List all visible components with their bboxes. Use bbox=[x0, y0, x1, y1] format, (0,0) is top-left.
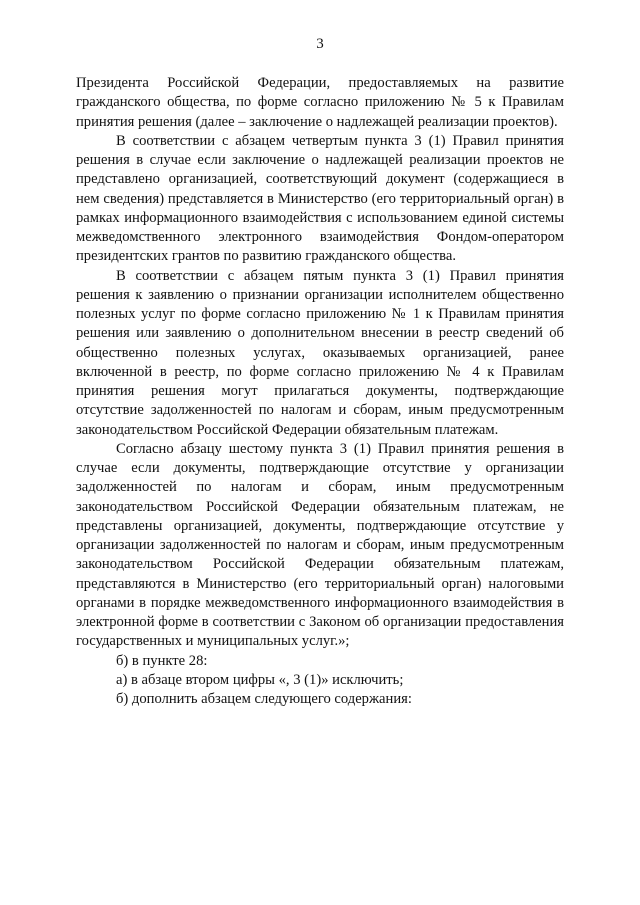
paragraph-clause-5: В соответствии с абзацем пятым пункта 3 (1) Правил принятия решения к заявлению о признании организации исполнителем общественно полезных услуг по форме согласно приложению № 1 к Правилам принятия решения или заявлению о дополнительном внесении в реестр сведений об общественно полезных услугах, оказываемых организацией, ранее включенной в реестр, по форме согласно приложению № 4 к Правилам принятия решения могут прилагаться документы, подтверждающие отсутствие задолженностей по налогам и сборам, иным предусмотренным законодательством Российской Федерации обязательным платежам. bbox=[76, 267, 564, 438]
paragraph-clause-6: Согласно абзацу шестому пункта 3 (1) Правил принятия решения в случае если документы, подтверждающие отсутствие у организации задолженностей по налогам и сборам, иным предусмотренным законодательством Российской Федерации обязательным платежам, не представлены организацией, документы, подтверждающие отсутствие у организации задолженностей по налогам и сборам, иным предусмотренным законодательством Российской Федерации обязательным платежам, представляются в Министерство (его территориальный орган) налоговыми органами в порядке межведомственного информационного взаимодействия в электронной форме в соответствии с Законом об организации предоставления государственных и муниципальных услуг.»; bbox=[76, 440, 564, 650]
sub-item-point-28: б) в пункте 28: bbox=[116, 652, 208, 669]
page-number: 3 bbox=[316, 36, 324, 52]
document-body bbox=[76, 74, 564, 709]
paragraph-clause-4: В соответствии с абзацем четвертым пункта 3 (1) Правил принятия решения в случае если заключение о надлежащей реализации проектов не представлено организацией, соответствующий документ (содержащиеся в нем сведения) представляется в Министерство (его территориальный орган) в рамках информационного взаимодействия с использованием единой системы межведомственного электронного взаимодействия Фондом-оператором президентских грантов по развитию гражданского общества. bbox=[76, 132, 564, 265]
sub-item-b: б) дополнить абзацем следующего содержания: bbox=[116, 691, 412, 707]
paragraph-continuation: Президента Российской Федерации, предоставляемых на развитие гражданского общества, по форме согласно приложению № 5 к Правилам принятия решения (далее – заключение о надлежащей реализации проектов). bbox=[76, 75, 564, 130]
sub-item-a: а) в абзаце втором цифры «, 3 (1)» исключить; bbox=[116, 671, 404, 688]
